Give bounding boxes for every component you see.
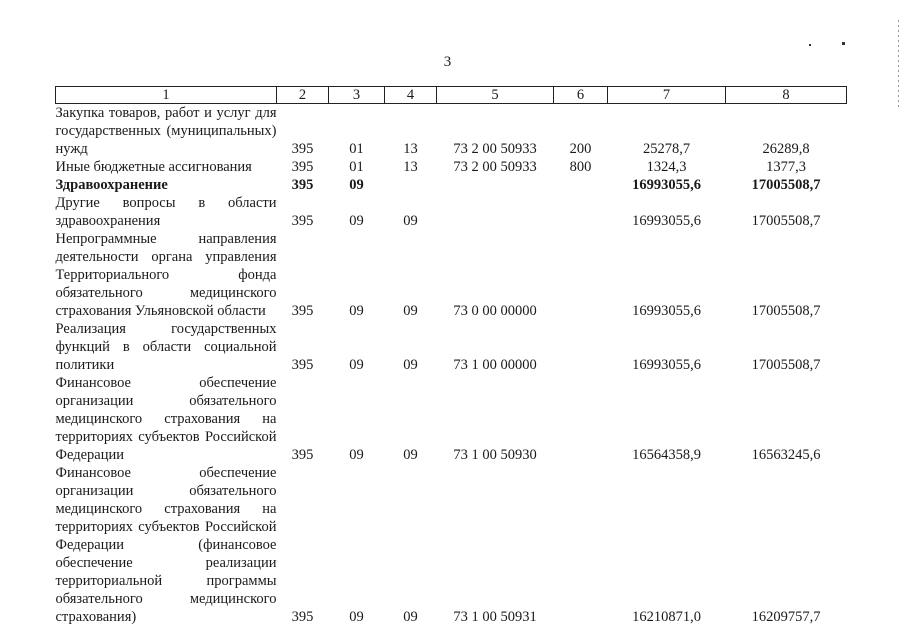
target-item-cell: 73 1 00 50930 <box>453 447 537 463</box>
expense-name-cell: Финансовое обеспечение организации обязательного медицинского страхования на территориях субъектов Российской Федерации (финансовое обеспечение реализации территориальной программы обязательного медицинского страхования) <box>55 465 277 625</box>
subsection-code-cell: 13 <box>403 141 418 157</box>
target-item-cell: 73 1 00 50931 <box>453 609 537 625</box>
amount-year-1-cell: 16993055,6 <box>632 303 701 319</box>
admin-code-cell: 395 <box>291 357 314 373</box>
table-row <box>56 230 847 320</box>
expense-type-cell <box>554 230 608 320</box>
section-code-cell: 09 <box>349 609 364 625</box>
target-item-cell <box>437 194 554 230</box>
amount-year-2-cell: 1377,3 <box>766 159 806 175</box>
subsection-code-cell: 09 <box>403 357 418 373</box>
table-header-row <box>56 87 847 104</box>
target-item-cell <box>437 176 554 194</box>
target-item-cell: 73 0 00 00000 <box>453 303 537 319</box>
amount-year-1-cell: 16210871,0 <box>632 609 701 625</box>
table-row <box>56 194 847 230</box>
admin-code-cell: 395 <box>291 303 314 319</box>
amount-year-1-cell: 16993055,6 <box>632 213 701 229</box>
subsection-code-cell: 09 <box>403 609 418 625</box>
column-header: 1 <box>56 87 277 104</box>
column-header: 6 <box>554 87 608 104</box>
table-row <box>56 176 847 194</box>
subsection-code-cell: 09 <box>403 447 418 463</box>
subsection-code-cell: 09 <box>403 213 418 229</box>
column-header: 7 <box>608 87 726 104</box>
admin-code-cell: 395 <box>291 609 314 625</box>
subsection-code-cell: 09 <box>403 303 418 319</box>
table-row <box>56 464 847 626</box>
expense-type-cell: 200 <box>569 141 592 157</box>
scan-speck <box>842 42 845 45</box>
amount-year-1-cell: 1324,3 <box>646 159 687 175</box>
table-row <box>56 158 847 176</box>
admin-code-cell: 395 <box>291 447 314 463</box>
amount-year-2-cell: 26289,8 <box>762 141 810 157</box>
amount-year-2-cell: 17005508,7 <box>751 213 821 229</box>
section-code-cell: 09 <box>349 303 364 319</box>
scan-speck <box>809 44 811 46</box>
column-header: 3 <box>329 87 385 104</box>
scan-margin-line <box>898 20 899 110</box>
expense-type-cell <box>554 374 608 464</box>
section-code-cell: 01 <box>349 159 364 175</box>
expense-name-cell: Иные бюджетные ассигнования <box>55 159 252 175</box>
expense-type-cell <box>554 320 608 374</box>
admin-code-cell: 395 <box>291 159 314 175</box>
table-row <box>56 374 847 464</box>
column-header: 5 <box>437 87 554 104</box>
subsection-code-cell <box>385 176 437 194</box>
section-code-cell: 09 <box>349 177 364 193</box>
amount-year-2-cell: 17005508,7 <box>751 303 821 319</box>
amount-year-2-cell: 16209757,7 <box>751 609 821 625</box>
table-row <box>56 320 847 374</box>
subsection-code-cell: 13 <box>403 159 418 175</box>
expense-type-cell: 800 <box>569 159 592 175</box>
budget-table <box>55 86 847 626</box>
amount-year-1-cell: 16993055,6 <box>632 357 701 373</box>
expense-name-cell: Закупка товаров, работ и услуг для государственных (муниципальных) нужд <box>55 105 277 157</box>
column-header: 2 <box>277 87 329 104</box>
target-item-cell: 73 2 00 50933 <box>453 141 537 157</box>
amount-year-1-cell: 16564358,9 <box>632 447 701 463</box>
amount-year-1-cell: 25278,7 <box>642 141 691 157</box>
expense-type-cell <box>554 464 608 626</box>
section-code-cell: 09 <box>349 447 364 463</box>
expense-name-cell: Непрограммные направления деятельности органа управления Территориального фонда обязательного медицинского страхования Ульяновской области <box>55 231 277 319</box>
expense-type-cell <box>554 176 608 194</box>
admin-code-cell: 395 <box>291 177 314 193</box>
amount-year-2-cell: 17005508,7 <box>751 357 821 373</box>
expense-name-cell: Другие вопросы в области здравоохранения <box>55 195 277 229</box>
expense-type-cell <box>554 194 608 230</box>
section-code-cell: 09 <box>349 357 364 373</box>
page-number: 3 <box>443 54 452 70</box>
amount-year-2-cell: 17005508,7 <box>751 177 821 193</box>
target-item-cell: 73 2 00 50933 <box>453 159 537 175</box>
admin-code-cell: 395 <box>291 213 314 229</box>
column-header: 4 <box>385 87 437 104</box>
column-header: 8 <box>726 87 847 104</box>
section-code-cell: 09 <box>349 213 364 229</box>
target-item-cell: 73 1 00 00000 <box>453 357 537 373</box>
table-row <box>56 104 847 159</box>
admin-code-cell: 395 <box>291 141 314 157</box>
expense-name-cell: Финансовое обеспечение организации обязательного медицинского страхования на территориях субъектов Российской Федерации <box>55 375 277 463</box>
expense-name-cell: Здравоохранение <box>55 177 168 193</box>
amount-year-2-cell: 16563245,6 <box>751 447 821 463</box>
expense-name-cell: Реализация государственных функций в области социальной политики <box>55 321 277 373</box>
amount-year-1-cell: 16993055,6 <box>632 177 701 193</box>
section-code-cell: 01 <box>349 141 364 157</box>
